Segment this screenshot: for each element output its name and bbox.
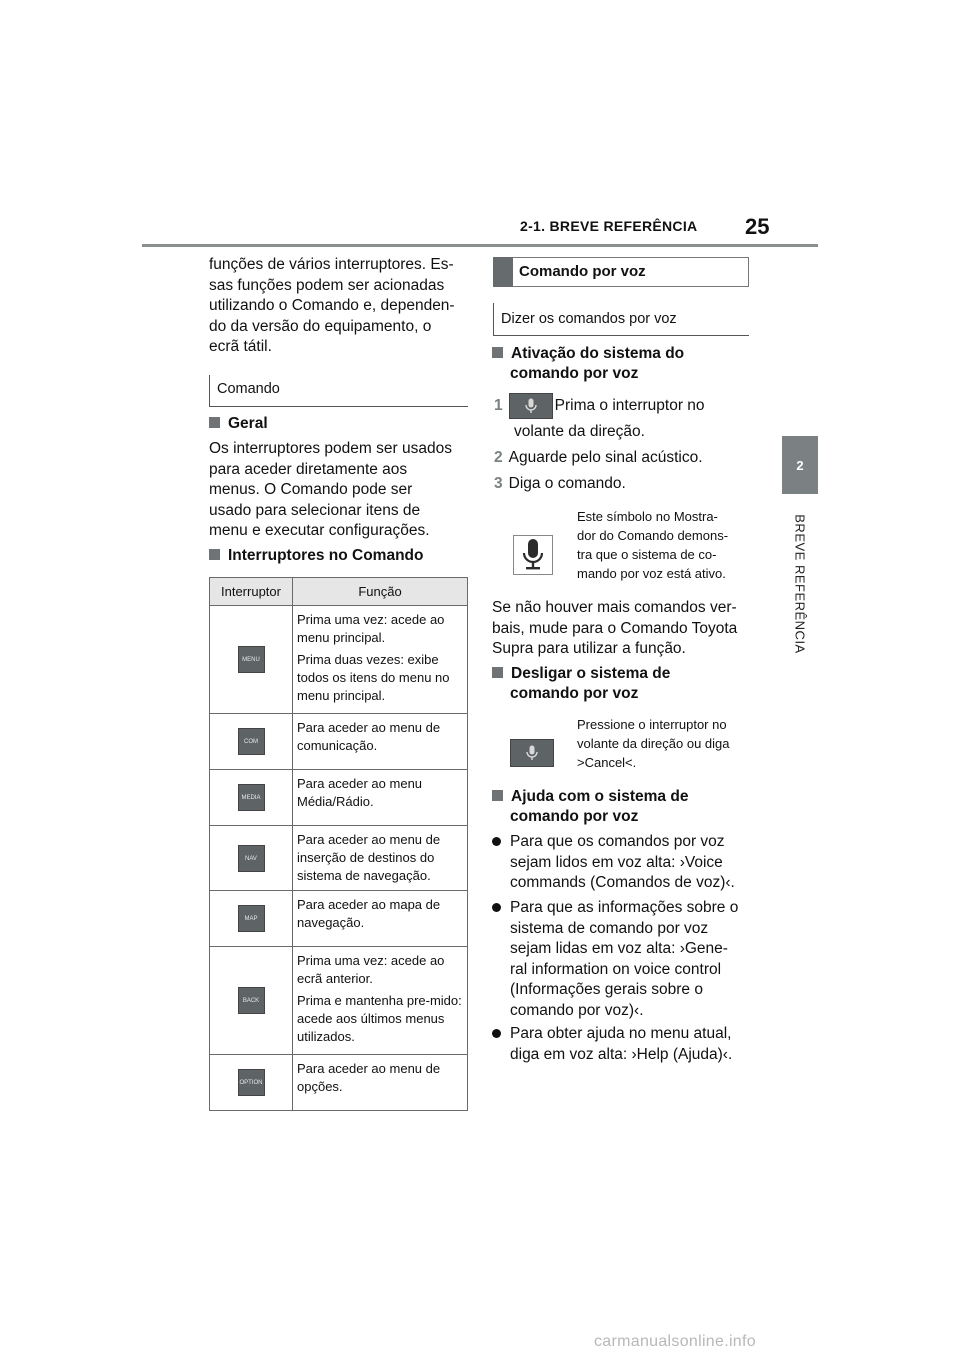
help-bullet: Para que os comandos por voz sejam lidos em voz alta: ›Voice commands (Comandos de voz)‹. (492, 832, 762, 894)
bullet-icon (492, 837, 501, 846)
frame-label-comando: Comando (209, 375, 468, 407)
page-number: 25 (745, 214, 770, 239)
chapter-title-vertical (772, 504, 828, 664)
table-row: MENU Prima uma vez: acede ao menu principal. Prima duas vezes: exibe todos os itens do menu no menu principal. (210, 606, 468, 714)
step-2: 2 Aguarde pelo sinal acústico. (494, 449, 703, 466)
voice-active-symbol (513, 535, 553, 575)
media-button-icon: MEDIA (238, 784, 265, 811)
bullet-icon (492, 903, 501, 912)
com-button-icon: COM (238, 728, 265, 755)
note-deactivation: Pressione o interruptor no volante da direção ou diga >Cancel<. (577, 717, 730, 770)
table-row: BACK Prima uma vez: acede ao ecrã anterior. Prima e mantenha pre-mido: acede aos últimos menus utilizados. (210, 947, 468, 1055)
map-button-icon: MAP (238, 905, 265, 932)
section-header-voice: Comando por voz (493, 257, 749, 287)
step-3: 3 Diga o comando. (494, 475, 626, 492)
frame-label-voice: Dizer os comandos por voz (493, 303, 749, 336)
table-row: MEDIA Para aceder ao menu Média/Rádio. (210, 770, 468, 826)
table-row: NAV Para aceder ao menu de inserção de destinos do sistema de navegação. (210, 826, 468, 891)
header-rule (142, 244, 818, 247)
header-accent-bar (493, 257, 513, 287)
square-bullet-icon (492, 347, 503, 358)
heading-activation: Ativação do sistema do comando por voz (492, 344, 684, 384)
no-more-commands-paragraph: Se não houver mais comandos ver- bais, mude para o Comando Toyota Supra para utilizar a função. (492, 599, 738, 657)
square-bullet-icon (492, 790, 503, 801)
table-row: MAP Para aceder ao mapa de navegação. (210, 891, 468, 947)
square-bullet-icon (209, 549, 220, 560)
square-bullet-icon (209, 417, 220, 428)
square-bullet-icon (492, 667, 503, 678)
step-1: 1 Prima o interruptor no volante da direção. (494, 393, 705, 444)
help-bullet: Para obter ajuda no menu atual, diga em voz alta: ›Help (Ajuda)‹. (492, 1024, 762, 1065)
option-button-icon: OPTION (238, 1069, 265, 1096)
back-button-icon: BACK (238, 987, 265, 1014)
heading-deactivation: Desligar o sistema de comando por voz (492, 664, 670, 704)
voice-button-icon (509, 393, 553, 419)
heading-help: Ajuda com o sistema de comando por voz (492, 787, 688, 827)
note-voice-active: Este símbolo no Mostra- dor do Comando demons- tra que o sistema de co- mando por voz está ativo. (577, 509, 729, 581)
heading-interruptores: Interruptores no Comando (209, 546, 423, 566)
heading-geral: Geral (209, 414, 268, 434)
table-row: OPTION Para aceder ao menu de opções. (210, 1055, 468, 1111)
help-bullet: Para que as informações sobre o sistema de comando por voz sejam lidas em voz alta: ›Gene- ral information on voice control (Informações gerais sobre o comando por voz)‹. (492, 898, 762, 1021)
chapter-title: BREVE REFERÊNCIA (792, 514, 808, 654)
watermark-text: carmanualsonline.info (594, 1333, 756, 1350)
section-title: 2-1. BREVE REFERÊNCIA (520, 218, 698, 234)
voice-button-icon (510, 739, 554, 767)
menu-button-icon: MENU (238, 646, 265, 673)
general-paragraph: Os interruptores podem ser usados para aceder diretamente aos menus. O Comando pode ser usado para selecionar itens de menu e executar configurações. (209, 440, 452, 539)
table-row: COM Para aceder ao menu de comunicação. (210, 714, 468, 770)
nav-button-icon: NAV (238, 845, 265, 872)
col-header-switch: Interruptor (210, 578, 293, 606)
col-header-function: Função (293, 578, 468, 606)
switch-function-table (209, 577, 468, 1111)
bullet-icon (492, 1029, 501, 1038)
table-header-row (210, 578, 468, 606)
microphone-icon (522, 539, 544, 571)
chapter-tab (782, 436, 818, 494)
chapter-number: 2 (796, 457, 804, 473)
intro-paragraph: funções de vários interruptores. Es- sas funções podem ser acionadas utilizando o Comando e, dependen- do da versão do equipamento, o ecrã tátil. (209, 256, 455, 355)
